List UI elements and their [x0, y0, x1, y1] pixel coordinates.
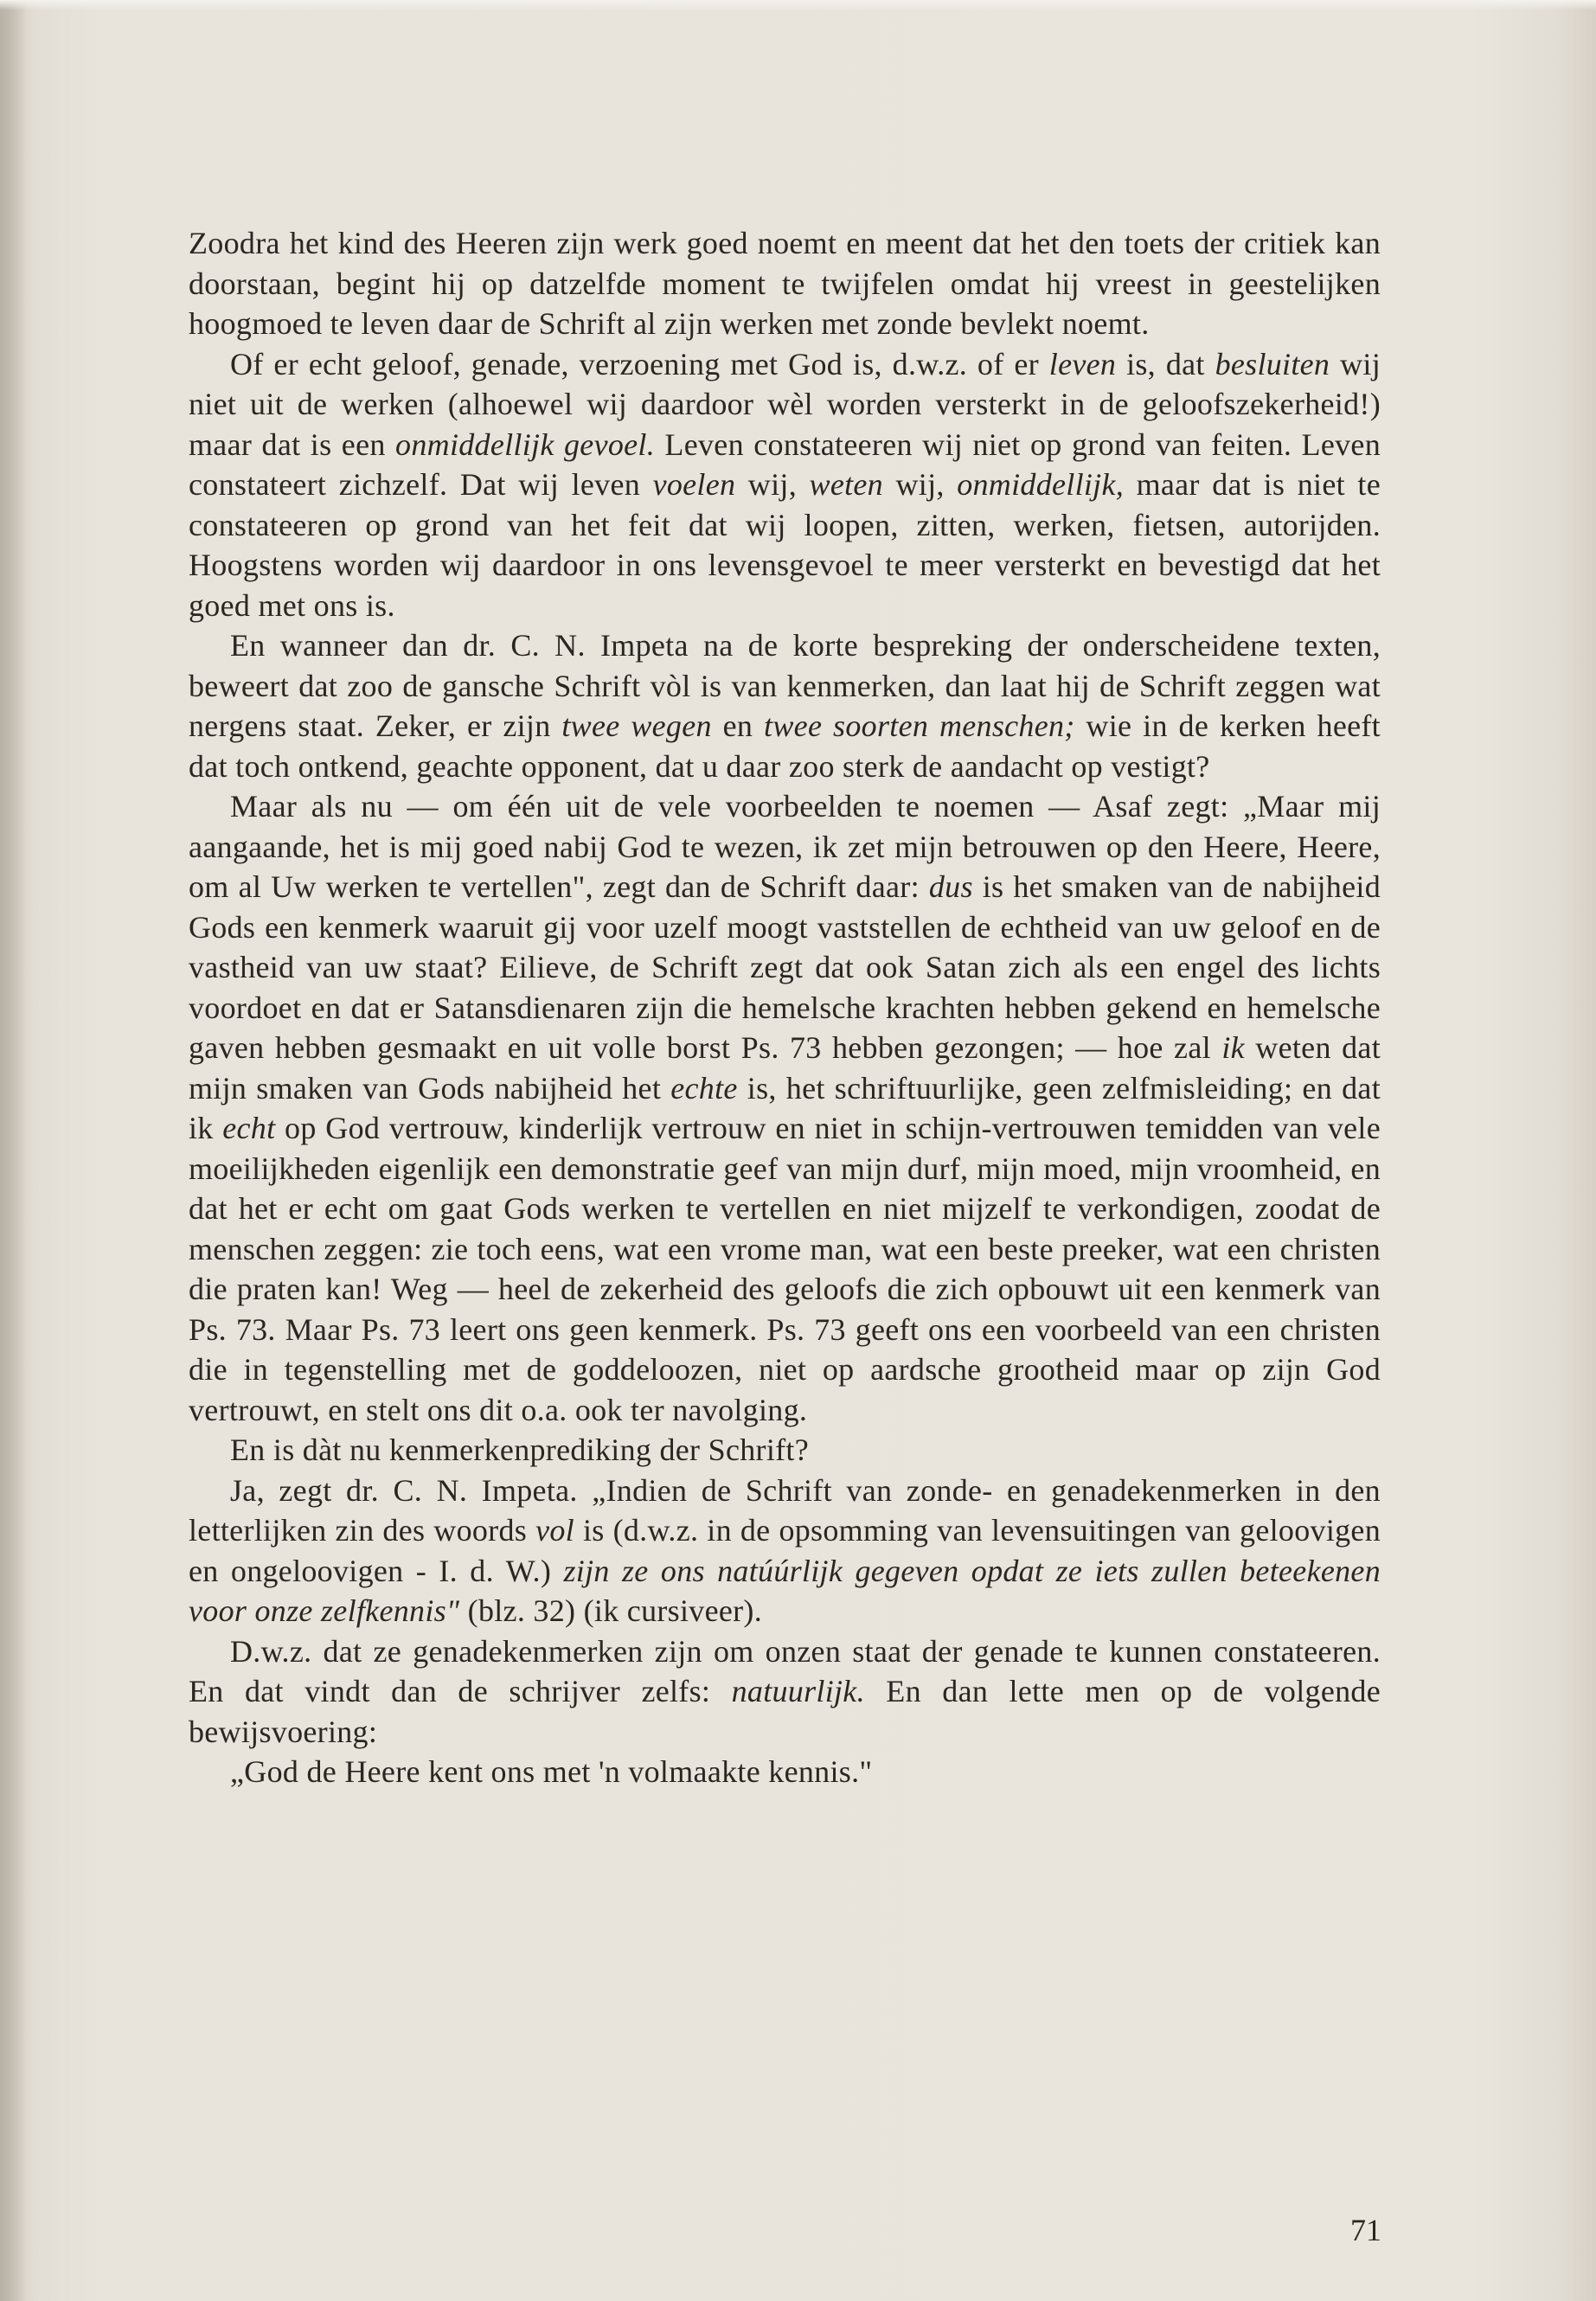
text-run: (blz. 32) (ik cursiveer). [459, 1593, 763, 1628]
text-run: En wanneer dan dr. C. N. Impeta na de korte bespreking der onderscheidene texten, beweert dat zoo de gansche Schrift vòl is van kenmerken, dan laat hij de Schrift zeggen wat nergens staat. Zeker, er zijn [189, 628, 1381, 743]
italic-text: echte [670, 1070, 738, 1106]
text-run: Of er echt geloof, genade, verzoening met God is, d.w.z. of er [230, 346, 1049, 381]
text-run: is (d.w.z. in de opsomming van levensuitingen van geloovigen en ongeloovigen - I. d. W.) [189, 1513, 1381, 1588]
text-run: is, dat [1116, 346, 1215, 381]
text-run: op God vertrouw, kinderlijk vertrouw en niet in schijn-vertrouwen temidden van vele moeilijkheden eigenlijk een demonstratie geef van mijn durf, mijn moed, mijn vroomheid, en dat het er echt om gaat Gods werken te vertellen en niet mijzelf te verkondigen, zoodat de menschen zeggen: zie toch eens, wat een vrome man, wat een beste preeker, wat een christen die praten kan! Weg — heel de zekerheid des geloofs die zich opbouwt uit een kenmerk van Ps. 73. Maar Ps. 73 leert ons geen kenmerk. Ps. 73 geeft ons een voorbeeld van een christen die in tegenstelling met de goddeloozen, niet op aardsche grootheid maar op zijn God vertrouwt, en stelt ons dit o.a. ook ter navolging. [189, 1111, 1381, 1427]
paragraph [189, 786, 1381, 1430]
text-run: wij, [735, 467, 810, 502]
text-run: En dan lette men op de volgende bewijsvoering: [189, 1674, 1381, 1749]
page-number: 71 [1350, 2213, 1381, 2247]
italic-text: voelen [652, 467, 736, 502]
italic-text: vol [535, 1513, 574, 1548]
text-run: en [711, 708, 765, 743]
text-run: wie in de kerken heeft dat toch ontkend, geachte opponent, dat u daar zoo sterk de aandacht op vestigt? [189, 708, 1381, 784]
text-run: Leven constateeren wij niet op grond van feiten. Leven constateert zichzelf. Dat wij leven [189, 426, 1381, 502]
italic-text: twee soorten menschen; [764, 708, 1075, 743]
page-top-edge [0, 0, 1596, 10]
italic-text: besluiten [1215, 346, 1330, 381]
paragraph [189, 344, 1381, 626]
italic-text: zijn ze ons natúúrlijk gegeven opdat ze iets zullen beteekenen voor onze zelfkennis" [189, 1553, 1381, 1628]
text-run: maar dat is niet te constateeren op grond van het feit dat wij loopen, zitten, werken, fietsen, autorijden. Hoogstens worden wij daardoor in ons levensgevoel te meer versterkt en bevestigd dat het goed met ons is. [189, 467, 1381, 623]
italic-text: onmiddellijk gevoel. [395, 426, 656, 462]
text-run: weten dat mijn smaken van Gods nabijheid het [189, 1030, 1381, 1106]
text-run: is het smaken van de nabijheid Gods een kenmerk waaruit gij voor uzelf moogt vaststellen de echtheid van uw geloof en de vastheid van uw staat? Eilieve, de Schrift zegt dat ook Satan zich als een engel des lichts voordoet en dat er Satansdienaren zijn die hemelsche krachten hebben gekend en hemelsche gaven hebben gesmaakt en uit volle borst Ps. 73 hebben gezongen; — hoe zal [189, 869, 1381, 1065]
italic-text: onmiddellijk, [957, 467, 1125, 502]
text-run: wij, [883, 467, 958, 502]
italic-text: leven [1048, 346, 1117, 381]
text-run: Maar als nu — om één uit de vele voorbeelden te noemen — Asaf zegt: „Maar mij aangaande, het is mij goed nabij God te wezen, ik zet mijn betrouwen op den Heere, Heere, om al Uw werken te vertellen", zegt dan de Schrift daar: [189, 789, 1381, 904]
text-run: Zoodra het kind des Heeren zijn werk goed noemt en meent dat het den toets der critiek kan doorstaan, begint hij op datzelfde moment te twijfelen omdat hij vreest in geestelijken hoogmoed te leven daar de Schrift al zijn werken met zonde bevlekt noemt. [189, 226, 1381, 341]
italic-text: echt [222, 1111, 276, 1145]
text-run: wij niet uit de werken (alhoewel wij daardoor wèl worden versterkt in de geloofszekerheid!) maar dat is een [189, 346, 1381, 462]
italic-text: dus [928, 869, 973, 904]
text-run: D.w.z. dat ze genadekenmerken zijn om onzen staat der genade te kunnen constateeren. En dat vindt dan de schrijver zelfs: [189, 1633, 1381, 1708]
text-run: „God de Heere kent ons met 'n volmaakte kennis." [230, 1754, 873, 1789]
italic-text: ik [1221, 1030, 1245, 1065]
body-text [189, 223, 1381, 1792]
italic-text: weten [809, 467, 883, 502]
paragraph [189, 1430, 1381, 1471]
italic-text: twee wegen [561, 708, 712, 743]
text-run: is, het schriftuurlijke, geen zelfmisleiding; en dat ik [189, 1070, 1381, 1145]
paragraph [189, 223, 1381, 344]
paragraph [189, 1471, 1381, 1631]
paragraph [189, 1631, 1381, 1753]
italic-text: natuurlijk. [731, 1674, 865, 1708]
paragraph [189, 1752, 1381, 1792]
text-run: Ja, zegt dr. C. N. Impeta. „Indien de Schrift van zonde- en genadekenmerken in den letterlijken zin des woords [189, 1472, 1381, 1548]
text-run: En is dàt nu kenmerkenprediking der Schrift? [230, 1433, 810, 1467]
page-gutter-shadow [0, 0, 26, 2301]
paragraph [189, 625, 1381, 786]
